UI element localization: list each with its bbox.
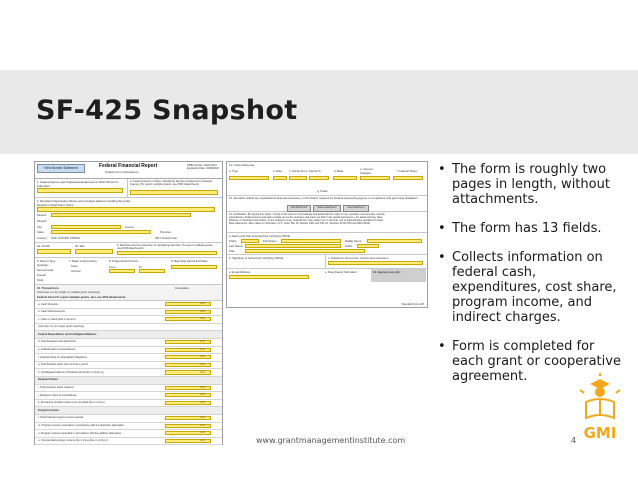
table-row-value: 0.00 bbox=[200, 385, 205, 389]
report-type-label: 6. Report Type bbox=[37, 259, 56, 263]
period-to-label: To: bbox=[139, 265, 143, 269]
basis-label: 7. Basis of Accounting bbox=[69, 259, 97, 263]
table-row-label: h. Unobligated balance of Federal Funds (line d minus g) bbox=[38, 370, 104, 374]
bullet-item: • The form has 13 fields. bbox=[438, 221, 628, 236]
col-to: Period To bbox=[309, 169, 321, 173]
sf425-page1-image bbox=[34, 161, 223, 445]
date-submitted-label: e. Date Report Submitted bbox=[325, 270, 357, 274]
field1-input[interactable] bbox=[37, 188, 123, 193]
col-from: c. Period From bbox=[289, 169, 308, 173]
col-rate: b. Rate bbox=[273, 169, 283, 173]
telephone-label: c. Telephone (Area code, number and extension) bbox=[328, 256, 389, 260]
agency-use-box bbox=[371, 269, 426, 282]
transactions-table bbox=[35, 301, 222, 445]
zip-label: ZIP / Postal Code: bbox=[155, 236, 178, 240]
sf425-page2-image bbox=[226, 161, 428, 308]
table-row-label: d. Total Federal funds authorized bbox=[38, 340, 76, 344]
table-row bbox=[35, 301, 222, 309]
email-date-agency bbox=[227, 269, 427, 283]
table-row bbox=[35, 309, 222, 317]
first-name-label: First Name: bbox=[263, 239, 278, 243]
prefix-label: Prefix: bbox=[229, 239, 237, 243]
table-row bbox=[35, 362, 222, 370]
table-row-label: l. Total Federal program income earned bbox=[38, 416, 84, 420]
last-name-label: Last Name: bbox=[229, 244, 244, 248]
table-row-label: o. Unexpended program income (line l minus line m or line n) bbox=[38, 439, 109, 443]
table-row-value: 0.00 bbox=[200, 438, 205, 442]
table-row-label: g. Total Federal share (sum of lines e and f) bbox=[38, 363, 88, 367]
report-type-quarterly[interactable]: Quarterly bbox=[37, 263, 49, 267]
bullet-list bbox=[438, 162, 628, 398]
totals-label: g. Totals: bbox=[317, 189, 329, 193]
slide-title: SF-425 Snapshot bbox=[36, 95, 298, 126]
basis-cash[interactable]: Cash bbox=[71, 264, 78, 268]
table-row-label: n. Program income expended in accordance with the addition alternative bbox=[38, 431, 122, 435]
ein-input[interactable] bbox=[75, 249, 113, 254]
field1-label: 1. Federal Agency and Organizational Element to Which Report is Submitted bbox=[37, 180, 119, 188]
city-label: City: bbox=[37, 225, 43, 229]
table-row-label: Recipient Share: bbox=[38, 378, 59, 382]
form-title: Federal Financial Report bbox=[99, 163, 158, 169]
field3-recipient bbox=[35, 198, 222, 243]
title-label: Title: bbox=[229, 249, 235, 253]
table-row-label: Program Income: bbox=[38, 408, 60, 412]
table-row bbox=[35, 339, 222, 347]
period-from-label: From: bbox=[109, 265, 117, 269]
state-input[interactable] bbox=[51, 230, 151, 234]
first-name-input[interactable] bbox=[281, 239, 341, 243]
province-label: Province: bbox=[160, 230, 172, 234]
field5-input[interactable] bbox=[117, 251, 217, 255]
bullet-item: • Collects information on federal cash, expenditures, cost share, program income, and indirect charges. bbox=[438, 250, 628, 325]
street2-label: Street2: bbox=[37, 219, 47, 223]
email-label: d. Email Address bbox=[229, 270, 250, 274]
table-row bbox=[35, 423, 222, 431]
field2-input[interactable] bbox=[130, 190, 218, 195]
basis-accrual[interactable]: Accrual bbox=[71, 269, 81, 273]
indirect-charged-input[interactable] bbox=[360, 176, 390, 180]
cumulative-label: Cumulative bbox=[175, 286, 189, 290]
fields-6-9 bbox=[35, 258, 222, 285]
bullet-item: • Form is completed for each grant or cooperative agreement. bbox=[438, 339, 628, 384]
table-row-label: f. Federal share of unliquidated obligations bbox=[38, 355, 87, 359]
telephone-input[interactable] bbox=[328, 261, 423, 265]
field5-label: 5. Recipient Account Number or Identifying Number (To report multiple grants, use FFR Attachment) bbox=[117, 243, 214, 251]
expiration-date: Expiration Date: 02/28/2022 bbox=[186, 167, 219, 171]
official-label: a. Name and Title of Authorized Certifying Official bbox=[229, 234, 290, 238]
table-row-value: 0.00 bbox=[200, 302, 205, 306]
prefix-input[interactable] bbox=[241, 239, 259, 243]
table-row-value: 0.00 bbox=[200, 423, 205, 427]
table-row bbox=[35, 316, 222, 324]
transactions-header bbox=[35, 285, 222, 301]
report-type-semiannual[interactable]: Semi-Annual bbox=[37, 268, 54, 272]
period-to-input[interactable] bbox=[139, 269, 165, 273]
indirect-from-input[interactable] bbox=[289, 176, 307, 180]
indirect-federal-input[interactable] bbox=[393, 176, 423, 180]
omb-info bbox=[187, 164, 219, 171]
table-row-value: 0.00 bbox=[200, 431, 205, 435]
omb-number: OMB Number: 4040-0014 bbox=[186, 164, 217, 167]
state-label: State: bbox=[37, 230, 45, 234]
report-type-final[interactable]: Final bbox=[37, 278, 44, 282]
table-row bbox=[35, 392, 222, 400]
table-row-label: i. Total recipient share required bbox=[38, 386, 74, 390]
table-row bbox=[35, 438, 222, 446]
duns-input[interactable] bbox=[37, 249, 71, 254]
table-row-value: 0.00 bbox=[200, 370, 205, 374]
reporting-end-input[interactable] bbox=[171, 265, 217, 269]
form-subtitle: (Follow form instructions) bbox=[105, 170, 139, 174]
middle-name-input[interactable] bbox=[367, 239, 422, 243]
table-row-label: m. Program income expended in accordance with the deduction alternative bbox=[38, 424, 124, 427]
table-row-label: a. Cash Receipts bbox=[38, 302, 58, 306]
indirect-type-input[interactable] bbox=[229, 176, 269, 180]
last-name-input[interactable] bbox=[245, 244, 341, 248]
gmi-logo-icon bbox=[568, 370, 632, 460]
field12-label: 12. Remarks: Attach any explanations deemed necessary or information required by Federal sponsoring agency in compliance with governing legislation: bbox=[229, 196, 419, 200]
county-label: County: bbox=[125, 225, 135, 229]
table-row-value: 0.00 bbox=[200, 355, 205, 359]
page-number: 4 bbox=[571, 436, 577, 445]
indirect-to-input[interactable] bbox=[309, 176, 329, 180]
city-input[interactable] bbox=[51, 225, 121, 229]
transactions-label: 10. Transactions bbox=[37, 286, 59, 290]
org-name-label: Recipient Organization Name: bbox=[37, 203, 75, 207]
duns-label: 4a. DUNS bbox=[37, 244, 50, 248]
view-attachment-button[interactable]: View Attachment bbox=[343, 205, 369, 212]
table-row-value: 0.00 bbox=[200, 309, 205, 313]
table-row-label: j. Recipient share of expenditures bbox=[38, 393, 77, 397]
field11-indirect bbox=[227, 162, 427, 196]
table-section-header bbox=[35, 407, 222, 415]
table-row-value: 0.00 bbox=[200, 347, 205, 351]
table-row-value: 0.00 bbox=[200, 317, 205, 321]
graduate-icon bbox=[580, 373, 620, 418]
table-row bbox=[35, 369, 222, 377]
org-name-input[interactable] bbox=[37, 207, 215, 212]
period-label: 8. Project/Grant Period bbox=[109, 259, 138, 263]
col-base: d. Base bbox=[334, 169, 344, 173]
table-row-value: 0.00 bbox=[200, 416, 205, 420]
country-label: Country: bbox=[37, 236, 48, 240]
table-row-label: k. Remaining recipient share to be provided (line i minus j) bbox=[38, 401, 105, 405]
federal-cash-header: Federal Cash (To report multiple grants, also use FFR attachment): bbox=[37, 295, 126, 299]
suffix-label: Suffix: bbox=[345, 244, 353, 248]
table-row bbox=[35, 385, 222, 393]
fields-4-5 bbox=[35, 243, 222, 258]
table-row-value: 0.00 bbox=[200, 340, 205, 344]
field2-label: 2. Federal Grant or Other Identifying Number Assigned by Federal Agency (To report multiple grants, use FFR Attachment) bbox=[130, 179, 212, 187]
view-burden-button[interactable]: View Burden Statement bbox=[37, 164, 85, 173]
table-row-label: b. Cash Disbursements bbox=[38, 310, 65, 314]
middle-name-label: Middle Name: bbox=[345, 239, 363, 243]
use-lines-note: (Use lines a-c for single or multiple grant reporting) bbox=[37, 290, 100, 294]
title-input[interactable] bbox=[245, 249, 365, 253]
field3-label: 3. Recipient Organization (Name and complete address including Zip code): bbox=[37, 199, 131, 203]
field12-remarks bbox=[227, 196, 427, 212]
col-federal: f. Federal Share bbox=[397, 169, 418, 173]
field13-label: 13. Certification: By signing this report, I certify to the best of my knowledge and belief that the report is true, complete, and accurate, and the expenditures, disbursements and cash receipts are for the purposes and intent set forth in the award documents. I am aware that any false, fictitious, or fraudulent information, or the omission of any material fact, may subject me to criminal, civil or administrative penalties for fraud, false statements, false claims or otherwise. (U.S. Code Title 18, Section 1001 and Title 31, Sections 3729-3730 and 3801-3812). bbox=[229, 213, 385, 225]
col-type: a. Type bbox=[229, 169, 239, 173]
report-type-annual[interactable]: Annual bbox=[37, 273, 46, 277]
street1-input[interactable] bbox=[51, 213, 191, 217]
table-row-label: Federal Expenditures and Unobligated Balance: bbox=[38, 332, 97, 336]
fields-1-2 bbox=[35, 179, 222, 198]
country-value[interactable]: USA: UNITED STATES bbox=[51, 236, 80, 240]
agency-use-label: 14. Agency use only: bbox=[373, 270, 401, 274]
street1-label: Street1: bbox=[37, 213, 47, 217]
table-row bbox=[35, 347, 222, 355]
table-row-label: c. Cash on Hand (line a minus b) bbox=[38, 317, 76, 321]
table-section-header bbox=[35, 331, 222, 339]
table-row-value: 0.00 bbox=[200, 362, 205, 366]
add-attachment-button[interactable]: Add Attachment bbox=[287, 205, 311, 212]
bullet-item: • The form is roughly two pages in length, without attachments. bbox=[438, 162, 628, 207]
standard-form-label: Standard Form 425 bbox=[401, 303, 424, 306]
table-row bbox=[35, 324, 222, 332]
field11-label: 11. Indirect Expense bbox=[229, 163, 255, 167]
indirect-rate-input[interactable] bbox=[273, 176, 287, 180]
reporting-end-label: 9. Reporting Period End Date bbox=[171, 259, 208, 263]
col-charged: e. Amount Charged bbox=[360, 167, 373, 175]
field13-certification bbox=[227, 212, 427, 233]
table-section-header bbox=[35, 377, 222, 385]
table-row-label: e. Federal share of expenditures bbox=[38, 348, 76, 352]
table-row bbox=[35, 430, 222, 438]
email-input[interactable] bbox=[229, 275, 309, 279]
footer-url[interactable]: www.grantmanagementinstitute.com bbox=[256, 436, 406, 445]
signature-label: b. Signature of Authorized Certifying Official bbox=[229, 256, 284, 260]
table-row bbox=[35, 415, 222, 423]
delete-attachment-button[interactable]: Delete Attachment bbox=[313, 205, 341, 212]
certifying-official bbox=[227, 233, 427, 255]
form-header bbox=[35, 162, 222, 179]
table-row-value: 0.00 bbox=[200, 400, 205, 404]
period-from-input[interactable] bbox=[109, 269, 135, 273]
ein-label: 4b. EIN bbox=[75, 244, 85, 248]
slide-top-band bbox=[0, 0, 638, 70]
signature-telephone bbox=[227, 255, 427, 269]
suffix-input[interactable] bbox=[357, 244, 379, 248]
table-row-value: 0.00 bbox=[200, 393, 205, 397]
table-row bbox=[35, 400, 222, 408]
logo-text: GMI bbox=[583, 424, 617, 442]
indirect-base-input[interactable] bbox=[333, 176, 357, 180]
table-row-label: (Use lines d-o for single grant reporting) bbox=[38, 325, 84, 329]
table-row bbox=[35, 354, 222, 362]
